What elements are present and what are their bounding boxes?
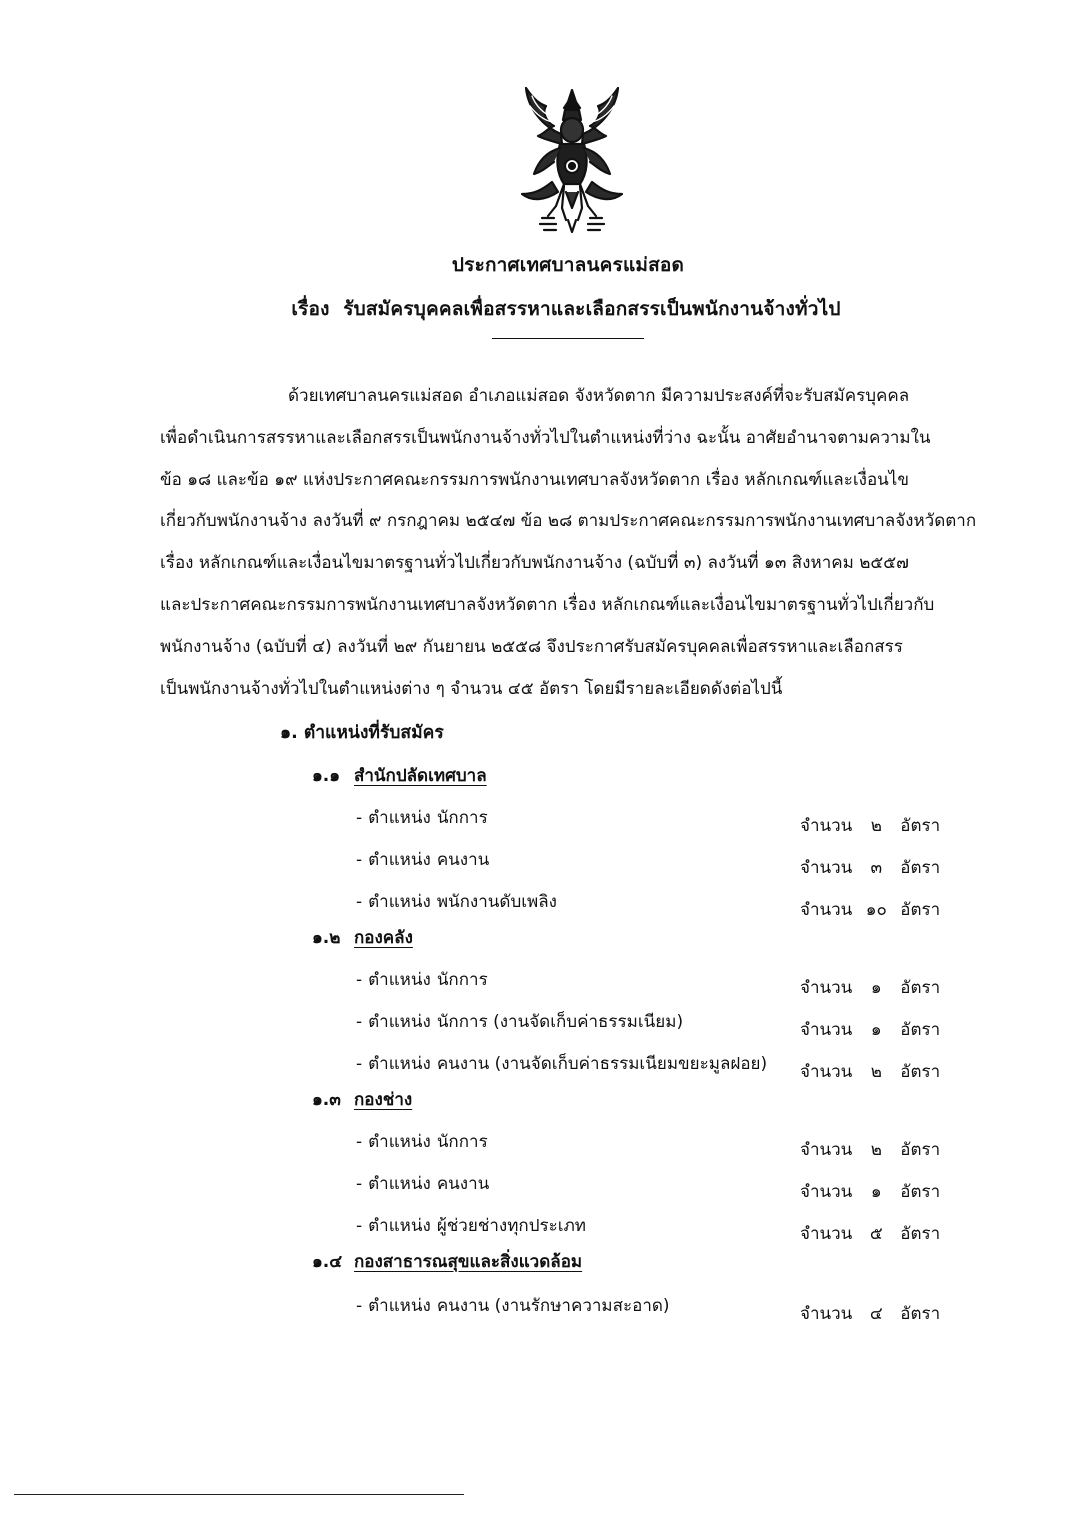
count-suffix: อัตรา — [900, 978, 941, 998]
count-suffix: อัตรา — [900, 1182, 941, 1202]
position-item — [356, 1212, 586, 1239]
item-dash: - — [356, 892, 363, 912]
position-item — [356, 1170, 489, 1197]
count-suffix: อัตรา — [900, 1020, 941, 1040]
position-title: คนงาน (งานจัดเก็บค่าธรรมเนียมขยะมูลฝอย) — [436, 1054, 768, 1074]
item-dash: - — [356, 1054, 363, 1074]
position-item — [356, 1050, 767, 1077]
paragraph-line: และประกาศคณะกรรมการพนักงานเทศบาลจังหวัดตาก เรื่อง หลักเกณฑ์และเงื่อนไขมาตรฐานทั่วไปเกี่ยวกับ — [160, 594, 935, 615]
group-number: ๑.๒ — [312, 928, 341, 948]
count-suffix: อัตรา — [900, 858, 941, 878]
group-number: ๑.๑ — [312, 766, 341, 786]
position-prefix: ตำแหน่ง — [368, 892, 431, 912]
position-count — [800, 1136, 940, 1163]
position-group-heading — [312, 924, 413, 951]
position-count — [800, 1016, 940, 1043]
position-title: คนงาน — [436, 1174, 490, 1194]
count-suffix: อัตรา — [900, 1304, 941, 1324]
count-value: ๒ — [870, 1140, 882, 1160]
count-suffix: อัตรา — [900, 1062, 941, 1082]
position-title: นักการ — [436, 808, 488, 828]
position-prefix: ตำแหน่ง — [368, 1012, 431, 1032]
paragraph-line: ด้วยเทศบาลนครแม่สอด อำเภอแม่สอด จังหวัดตาก มีความประสงค์ที่จะรับสมัครบุคคล — [288, 386, 910, 406]
position-prefix: ตำแหน่ง — [368, 850, 431, 870]
position-group-heading — [312, 762, 487, 789]
count-value: ๔ — [869, 1304, 883, 1324]
count-value: ๒ — [870, 1062, 882, 1082]
item-dash: - — [356, 808, 363, 828]
count-value: ๕ — [869, 1224, 883, 1244]
position-item — [356, 846, 489, 873]
position-count — [800, 812, 940, 839]
position-count — [800, 854, 940, 881]
count-prefix: จำนวน — [800, 858, 853, 878]
count-value: ๑๐ — [865, 900, 887, 920]
count-prefix: จำนวน — [800, 1304, 853, 1324]
group-number: ๑.๔ — [312, 1252, 343, 1272]
item-dash: - — [356, 1132, 363, 1152]
position-item — [356, 804, 488, 831]
count-value: ๒ — [870, 816, 882, 836]
position-prefix: ตำแหน่ง — [368, 970, 431, 990]
item-dash: - — [356, 970, 363, 990]
position-count — [800, 1178, 940, 1205]
document-org-title: ประกาศเทศบาลนครแม่สอด — [451, 254, 685, 276]
item-dash: - — [356, 1296, 363, 1316]
count-suffix: อัตรา — [900, 1224, 941, 1244]
count-value: ๓ — [870, 858, 883, 878]
position-group-heading — [312, 1086, 412, 1113]
group-name: กองคลัง — [354, 928, 413, 948]
group-name: กองสาธารณสุขและสิ่งแวดล้อม — [354, 1252, 583, 1272]
count-prefix: จำนวน — [800, 1182, 853, 1202]
item-dash: - — [356, 1174, 363, 1194]
position-item — [356, 966, 488, 993]
count-suffix: อัตรา — [900, 816, 941, 836]
position-prefix: ตำแหน่ง — [368, 1174, 431, 1194]
count-value: ๑ — [870, 1182, 882, 1202]
position-count — [800, 974, 940, 1001]
position-title: นักการ (งานจัดเก็บค่าธรรมเนียม) — [436, 1012, 684, 1032]
position-prefix: ตำแหน่ง — [368, 1216, 431, 1236]
position-item — [356, 888, 557, 915]
count-value: ๑ — [870, 1020, 882, 1040]
paragraph-line: เป็นพนักงานจ้างทั่วไปในตำแหน่งต่าง ๆ จำนวน ๔๕ อัตรา โดยมีรายละเอียดดังต่อไปนี้ — [160, 678, 783, 699]
paragraph-line: เรื่อง หลักเกณฑ์และเงื่อนไขมาตรฐานทั่วไปเกี่ยวกับพนักงานจ้าง (ฉบับที่ ๓) ลงวันที่ ๑๓ สิงหาคม ๒๕๕๗ — [160, 553, 909, 574]
count-value: ๑ — [870, 978, 882, 998]
paragraph-line: เพื่อดำเนินการสรรหาและเลือกสรรเป็นพนักงานจ้างทั่วไปในตำแหน่งที่ว่าง ฉะนั้น อาศัยอำนาจตามความใน — [160, 427, 931, 448]
position-count — [800, 1300, 940, 1327]
subject-text: รับสมัครบุคคลเพื่อสรรหาและเลือกสรรเป็นพนักงานจ้างทั่วไป — [343, 298, 841, 320]
count-prefix: จำนวน — [800, 1062, 853, 1082]
section-heading-positions: ๑. ตำแหน่งที่รับสมัคร — [280, 723, 444, 743]
item-dash: - — [356, 850, 363, 870]
position-prefix: ตำแหน่ง — [368, 1054, 431, 1074]
group-number: ๑.๓ — [312, 1090, 341, 1110]
count-prefix: จำนวน — [800, 900, 853, 920]
position-title: คนงาน — [436, 850, 490, 870]
position-count — [800, 1220, 940, 1247]
position-title: นักการ — [436, 970, 488, 990]
count-prefix: จำนวน — [800, 978, 853, 998]
group-name: สำนักปลัดเทศบาล — [354, 766, 487, 786]
position-prefix: ตำแหน่ง — [368, 1296, 431, 1316]
position-title: นักการ — [436, 1132, 488, 1152]
footer-rule — [14, 1494, 464, 1495]
position-count — [800, 896, 940, 923]
item-dash: - — [356, 1012, 363, 1032]
position-item — [356, 1008, 683, 1035]
position-title: ผู้ช่วยช่างทุกประเภท — [436, 1216, 586, 1236]
position-count — [800, 1058, 940, 1085]
paragraph-line: พนักงานจ้าง (ฉบับที่ ๔) ลงวันที่ ๒๙ กันยายน ๒๕๕๘ จึงประกาศรับสมัครบุคคลเพื่อสรรหาและเลือกสรร — [160, 636, 903, 657]
position-group-heading — [312, 1248, 582, 1275]
count-prefix: จำนวน — [800, 1224, 853, 1244]
position-item — [356, 1292, 670, 1319]
position-prefix: ตำแหน่ง — [368, 808, 431, 828]
position-title: พนักงานดับเพลิง — [436, 892, 557, 912]
item-dash: - — [356, 1216, 363, 1236]
count-prefix: จำนวน — [800, 1020, 853, 1040]
subject-prefix: เรื่อง — [291, 298, 330, 320]
count-suffix: อัตรา — [900, 1140, 941, 1160]
count-suffix: อัตรา — [900, 900, 941, 920]
group-name: กองช่าง — [354, 1090, 413, 1110]
position-prefix: ตำแหน่ง — [368, 1132, 431, 1152]
position-item — [356, 1128, 488, 1155]
count-prefix: จำนวน — [800, 816, 853, 836]
paragraph-line: ข้อ ๑๘ และข้อ ๑๙ แห่งประกาศคณะกรรมการพนักงานเทศบาลจังหวัดตาก เรื่อง หลักเกณฑ์และเงื่อนไข — [160, 469, 909, 490]
count-prefix: จำนวน — [800, 1140, 853, 1160]
position-title: คนงาน (งานรักษาความสะอาด) — [436, 1296, 670, 1316]
paragraph-line: เกี่ยวกับพนักงานจ้าง ลงวันที่ ๙ กรกฎาคม ๒๕๔๗ ข้อ ๒๘ ตามประกาศคณะกรรมการพนักงานเทศบาลจังหวัดตาก — [160, 511, 976, 532]
